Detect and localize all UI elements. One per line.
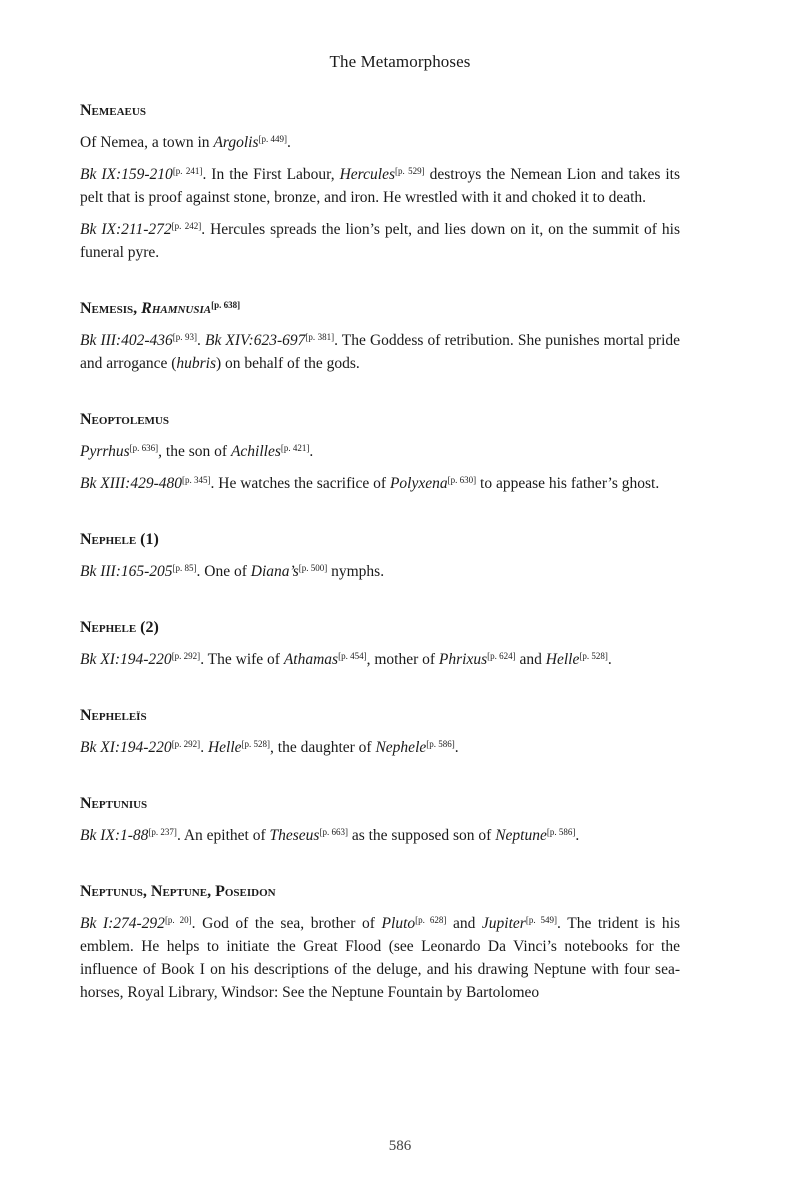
body-text: , the son of bbox=[158, 443, 231, 460]
body-text: Of Nemea, a town in bbox=[80, 134, 214, 151]
page-reference[interactable]: [p. 529] bbox=[395, 166, 425, 176]
entry-paragraph bbox=[80, 163, 680, 209]
cross-reference-term[interactable]: Athamas bbox=[283, 651, 339, 668]
book-line-reference: Bk XI:194-220 bbox=[80, 651, 172, 668]
entry-paragraph bbox=[80, 648, 680, 671]
body-text: . The wife of bbox=[200, 651, 284, 668]
glossary-entry bbox=[80, 705, 680, 759]
book-line-reference: Bk XI:194-220 bbox=[80, 739, 172, 756]
body-text: . bbox=[197, 332, 205, 349]
page-reference[interactable]: [p. 636] bbox=[129, 443, 159, 453]
body-text: to appease his father’s ghost. bbox=[476, 475, 660, 492]
cross-reference-term[interactable]: Achilles bbox=[230, 443, 281, 460]
entry-heading bbox=[80, 409, 680, 431]
entry-paragraph bbox=[80, 131, 680, 154]
entry-heading-text: Nepheleïs bbox=[80, 707, 147, 724]
book-line-reference: Bk IX:211-272 bbox=[80, 221, 172, 238]
cross-reference-term[interactable]: Polyxena bbox=[389, 475, 448, 492]
body-text: . bbox=[309, 443, 314, 460]
running-head: The Metamorphoses bbox=[329, 52, 471, 71]
cross-reference-term[interactable]: Hercules bbox=[339, 166, 395, 183]
body-text: as the supposed son of bbox=[347, 827, 496, 844]
page-reference[interactable]: [p. 624] bbox=[487, 651, 516, 661]
page-reference[interactable]: [p. 628] bbox=[415, 915, 447, 925]
book-line-reference: Bk III:402-436 bbox=[80, 332, 173, 349]
body-text: . bbox=[575, 827, 580, 844]
body-text: . An epithet of bbox=[176, 827, 270, 844]
page-reference[interactable]: [p. 663] bbox=[319, 827, 348, 837]
body-text: . bbox=[200, 739, 208, 756]
page-reference[interactable]: [p. 292] bbox=[171, 651, 201, 661]
entry-heading-text: Neptunus, Neptune, Poseidon bbox=[80, 883, 276, 900]
body-text: . The trident is his emblem. He helps to initiate the Great Flood (see Leonardo Da Vinci’s notebooks for the influence of Book I on his descriptions of the deluge, and his drawing Neptune with four sea-horses, Royal Library, Windsor: See the Neptune Fountain by Bartolomeo bbox=[80, 915, 680, 1001]
entry-paragraph bbox=[80, 329, 680, 375]
book-line-reference: Bk XIV:623-697 bbox=[204, 332, 306, 349]
book-line-reference: Bk IX:159-210 bbox=[80, 166, 173, 183]
body-text: nymphs. bbox=[327, 563, 385, 580]
body-text: . Hercules spreads the lion’s pelt, and lies down on it, on the summit of his funeral pyre. bbox=[80, 221, 680, 261]
entry-heading-alias[interactable]: Rhamnusia bbox=[141, 300, 212, 317]
entry-paragraph bbox=[80, 560, 680, 583]
entry-paragraph bbox=[80, 218, 680, 264]
book-line-reference: Bk XIII:429-480 bbox=[80, 475, 182, 492]
entry-heading-text: Nephele (1) bbox=[80, 531, 159, 548]
entry-heading-text: Nemeaeus bbox=[80, 102, 146, 119]
body-text: , the daughter of bbox=[270, 739, 376, 756]
entry-heading bbox=[80, 705, 680, 727]
entry-heading bbox=[80, 881, 680, 903]
page-reference[interactable]: [p. 500] bbox=[298, 563, 328, 573]
page-reference[interactable]: [p. 549] bbox=[525, 915, 558, 925]
entry-heading-text: Nemesis, bbox=[80, 300, 142, 317]
body-text: destroys the Nemean Lion and takes its pelt that is proof against stone, bronze, and iron. He wrestled with it and choked it to death. bbox=[80, 166, 681, 206]
book-line-reference: Bk I:274-292 bbox=[80, 915, 165, 932]
entry-heading-text: Neoptolemus bbox=[80, 411, 169, 428]
entry-heading-text: Nephele (2) bbox=[80, 619, 159, 636]
glossary-entry bbox=[80, 298, 680, 375]
cross-reference-term[interactable]: Theseus bbox=[269, 827, 320, 844]
body-text: . In the First Labour, bbox=[202, 166, 340, 183]
entry-heading bbox=[80, 529, 680, 551]
page-reference[interactable]: [p. 421] bbox=[280, 443, 310, 453]
page-reference[interactable]: [p. 528] bbox=[241, 739, 271, 749]
cross-reference-term[interactable]: Argolis bbox=[213, 134, 259, 151]
glossary-content bbox=[80, 100, 680, 1004]
body-text: ) on behalf of the gods. bbox=[216, 355, 360, 372]
page-reference[interactable]: [p. 242] bbox=[171, 221, 202, 231]
page-reference[interactable]: [p. 449] bbox=[258, 134, 288, 144]
cross-reference-term[interactable]: Jupiter bbox=[481, 915, 526, 932]
body-text: and bbox=[515, 651, 546, 668]
cross-reference-term[interactable]: Helle bbox=[207, 739, 242, 756]
page-reference[interactable]: [p. 454] bbox=[338, 651, 367, 661]
page-reference[interactable]: [p. 292] bbox=[171, 739, 201, 749]
page-reference[interactable]: [p. 241] bbox=[172, 166, 203, 176]
entry-heading bbox=[80, 298, 680, 320]
page-number: 586 bbox=[388, 1138, 412, 1154]
cross-reference-term[interactable]: Phrixus bbox=[438, 651, 488, 668]
entry-paragraph bbox=[80, 912, 680, 1004]
page-reference[interactable]: [p. 20] bbox=[164, 915, 192, 925]
book-line-reference: Bk III:165-205 bbox=[80, 563, 173, 580]
entry-heading bbox=[80, 617, 680, 639]
entry-heading bbox=[80, 793, 680, 815]
glossary-entry bbox=[80, 100, 680, 264]
glossary-entry bbox=[80, 409, 680, 495]
page-reference[interactable]: [p. 586] bbox=[426, 739, 455, 749]
page-reference[interactable]: [p. 528] bbox=[579, 651, 608, 661]
page-reference[interactable]: [p. 381] bbox=[305, 332, 335, 342]
page-reference[interactable]: [p. 93] bbox=[172, 332, 197, 342]
page-reference[interactable]: [p. 345] bbox=[182, 475, 211, 485]
cross-reference-term[interactable]: Nephele bbox=[375, 739, 427, 756]
glossary-entry bbox=[80, 793, 680, 847]
cross-reference-term[interactable]: Pyrrhus bbox=[80, 443, 130, 460]
book-line-reference: Bk IX:1-88 bbox=[80, 827, 149, 844]
entry-paragraph bbox=[80, 472, 680, 495]
entry-paragraph bbox=[80, 824, 680, 847]
cross-reference-term[interactable]: Diana’s bbox=[250, 563, 299, 580]
body-text: . God of the sea, brother of bbox=[191, 915, 382, 932]
body-text: . One of bbox=[196, 563, 251, 580]
page-reference[interactable]: [p. 630] bbox=[447, 475, 477, 485]
glossary-entry bbox=[80, 529, 680, 583]
entry-paragraph bbox=[80, 736, 680, 759]
glossary-entry bbox=[80, 881, 680, 1004]
entry-paragraph bbox=[80, 440, 680, 463]
body-text: . bbox=[287, 134, 291, 151]
cross-reference-term[interactable]: hubris bbox=[176, 355, 217, 372]
body-text: . He watches the sacrifice of bbox=[210, 475, 390, 492]
page-reference[interactable]: [p. 638] bbox=[211, 300, 241, 310]
body-text: . bbox=[607, 651, 612, 668]
entry-heading-text: Neptunius bbox=[80, 795, 148, 812]
body-text: . The Goddess of retribution. She punishes mortal pride and arrogance ( bbox=[80, 332, 681, 372]
glossary-entry bbox=[80, 617, 680, 671]
page-reference[interactable]: [p. 85] bbox=[172, 563, 197, 573]
cross-reference-term[interactable]: Pluto bbox=[381, 915, 416, 932]
page-reference[interactable]: [p. 237] bbox=[148, 827, 177, 837]
page-reference[interactable]: [p. 586] bbox=[546, 827, 576, 837]
body-text: and bbox=[446, 915, 482, 932]
cross-reference-term[interactable]: Helle bbox=[545, 651, 580, 668]
cross-reference-term[interactable]: Neptune bbox=[495, 827, 547, 844]
body-text: , mother of bbox=[366, 651, 439, 668]
body-text: . bbox=[454, 739, 459, 756]
entry-heading bbox=[80, 100, 680, 122]
